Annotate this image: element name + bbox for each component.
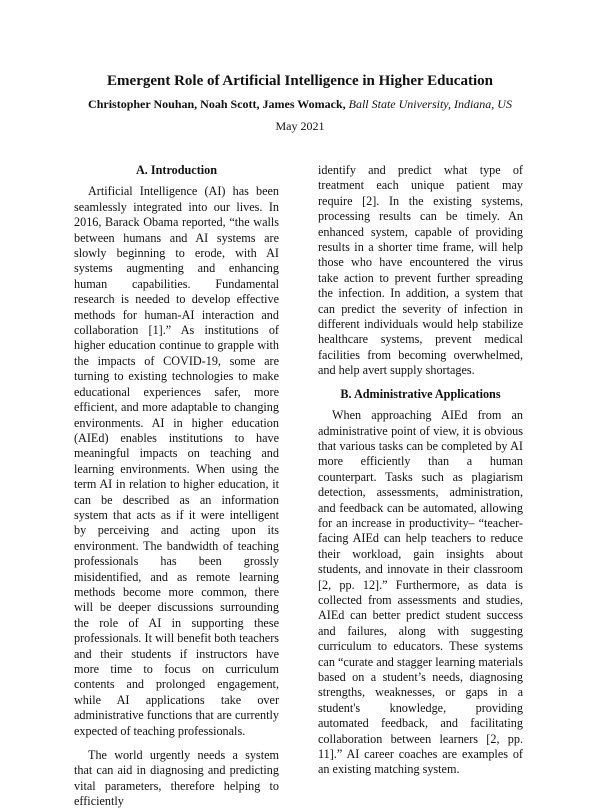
intro-paragraph-2: The world urgently needs a system that can aid in diagnosing and predicting vital parameters, therefore helping to efficiently (74, 748, 279, 809)
left-column (74, 163, 279, 810)
section-heading-introduction: A. Introduction (135, 163, 218, 177)
author-names: Christopher Nouhan, Noah Scott, James Womack, (88, 97, 346, 111)
section-heading-administrative: B. Administrative Applications (340, 386, 501, 401)
paper-title: Emergent Role of Artificial Intelligence in Higher Education (107, 73, 493, 89)
intro-paragraph-2-continued: identify and predict what type of treatment each unique patient may require [2]. In the existing systems, processing results can be timely. An enhanced system, capable of providing results in a shorter time frame, will help those who have encountered the virus take action to prevent further spreading the infection. In addition, a system that can predict the severity of infection in different individuals would help stabilize healthcare systems, prevent medical facilities from becoming overwhelmed, and help avert supply shortages. (318, 163, 523, 378)
admin-paragraph-1: When approaching AIEd from an administrative point of view, it is obvious that various tasks can be completed by AI more efficiently than a human counterpart. Tasks such as plagiarism detection, assessments, administration, and feedback can be automated, allowing for an increase in productivity– “teacher-facing AIEd can help teachers to reduce their workload, gain insights about students, and innovate in their classroom [2, pp. 12].” Furthermore, as data is collected from assessments and studies, AIEd can better predict student success and failures, along with suggesting curriculum to educators. These systems can “curate and stagger learning materials based on a student’s needs, diagnosing strengths, weaknesses, or gaps in a student's knowledge, providing automated feedback, and facilitating collaboration between learners [2, pp. 11].” AI career coaches are examples of an existing matching system. (318, 408, 523, 777)
right-column (318, 163, 523, 778)
author-affiliation: Ball State University, Indiana, US (348, 97, 512, 111)
publication-date: May 2021 (275, 119, 325, 133)
intro-paragraph-1: Artificial Intelligence (AI) has been seamlessly integrated into our lives. In 2016, Barack Obama reported, “the walls between humans and AI systems are slowly beginning to erode, with AI systems augmenting and enhancing human capabilities. Fundamental research is needed to develop effective methods for human-AI interaction and collaboration [1].” As institutions of higher education continue to grapple with the impacts of COVID-19, some are turning to existing technologies to make educational experiences safer, more efficient, and more adaptable to changing environments. AI in higher education (AIEd) enables institutions to have meaningful impacts on teaching and learning environments. When using the term AI in relation to higher education, it can be described as an information system that acts as if it were intelligent by perceiving and acting upon its environment. The bandwidth of teaching professionals has been grossly misidentified, and as remote learning methods become more common, there will be deeper discussions surrounding the role of AI in supporting these professionals. It will benefit both teachers and their students if instructors have more time to focus on curriculum contents and prolonged engagement, while AI applications take over administrative functions that are currently expected of teaching professionals. (74, 184, 279, 738)
author-line (0, 97, 600, 112)
